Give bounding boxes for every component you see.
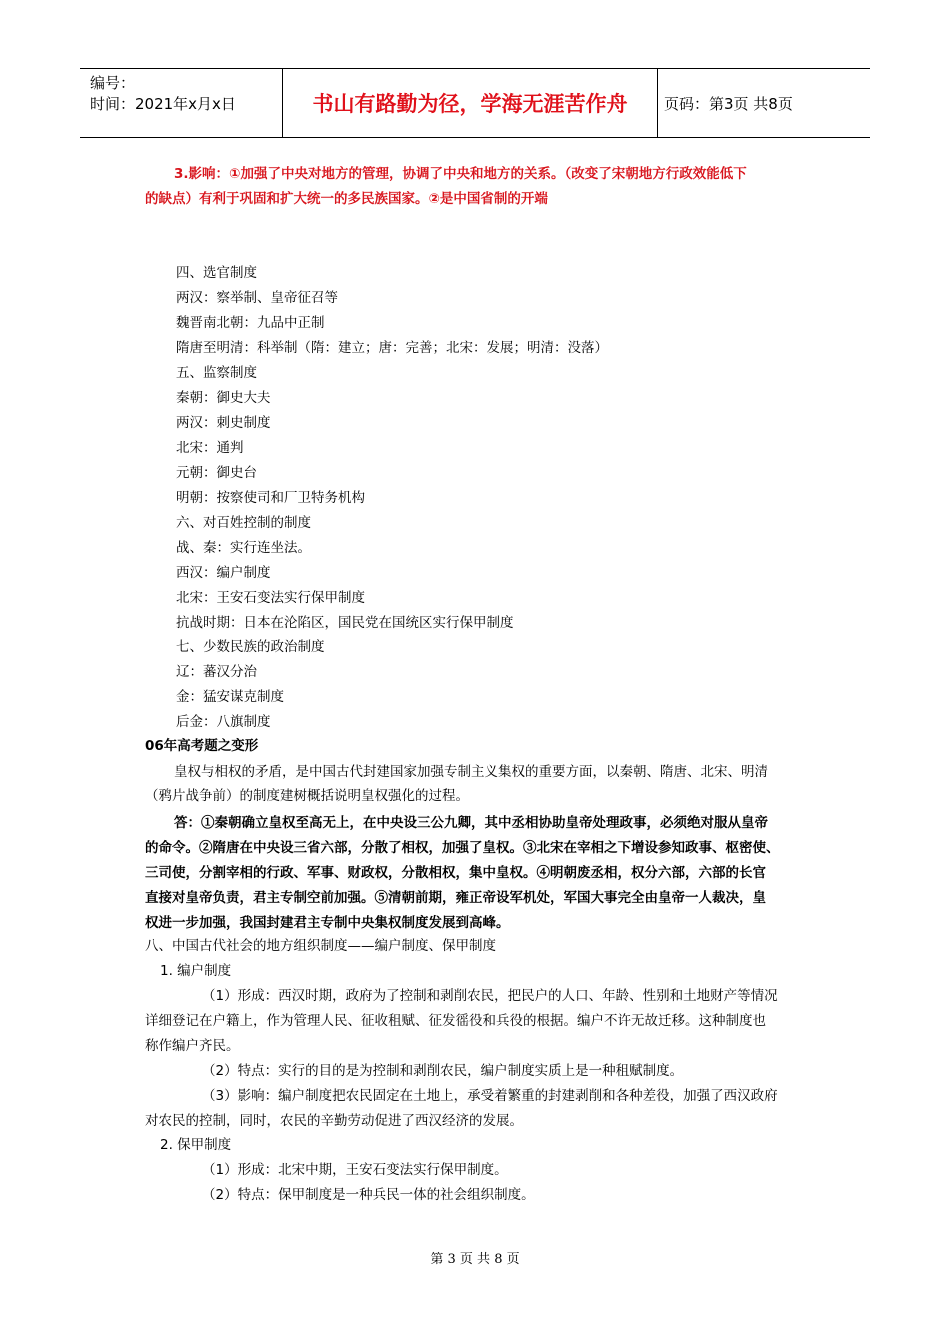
list-item: 两汉：察举制、皇帝征召等: [176, 290, 338, 306]
answer-line: 直接对皇帝负责，君主专制空前加强。⑤清朝前期，雍正帝设军机处，军国大事完全由皇帝一人裁决，皇: [145, 890, 766, 906]
list-item: 北宋：王安石变法实行保甲制度: [176, 590, 365, 606]
answer-line: 的命令。②隋唐在中央设三省六部，分散了相权，加强了皇权。③北宋在宰相之下增设参知政事、枢密使、: [145, 840, 780, 856]
page-footer: 第 3 页 共 8 页: [430, 1252, 520, 1267]
subsection-1-title: 1. 编户制度: [160, 963, 232, 979]
list-item: 五、监察制度: [176, 365, 257, 381]
time-label: 时间：2021年x月x日: [90, 95, 236, 113]
paragraph-line: （1）形成：西汉时期，政府为了控制和剥削农民，把民户的人口、年龄、性别和土地财产等情况: [202, 988, 778, 1004]
list-item: 两汉：刺史制度: [176, 415, 271, 431]
list-item: 北宋：通判: [176, 440, 244, 456]
paragraph-line: 详细登记在户籍上，作为管理人民、征收租赋、征发徭役和兵役的根据。编户不许无故迁移。这种制度也: [145, 1013, 766, 1029]
number-label: 编号：: [90, 74, 136, 92]
list-item: 秦朝：御史大夫: [176, 390, 271, 406]
list-item: 七、少数民族的政治制度: [176, 639, 325, 655]
exam-question-line: （鸦片战争前）的制度建树概括说明皇权强化的过程。: [145, 788, 469, 804]
list-item: 魏晋南北朝：九品中正制: [176, 315, 325, 331]
list-item: 隋唐至明清：科举制（隋：建立；唐：完善；北宋：发展；明清：没落）: [176, 340, 608, 356]
header-page-info: 页码：第3页 共8页: [664, 94, 793, 113]
exam-title: 06年高考题之变形: [145, 738, 259, 754]
page-header: [80, 68, 870, 138]
list-item: 金：猛安谋克制度: [176, 689, 284, 705]
list-item: 后金：八旗制度: [176, 714, 271, 730]
list-item: 明朝：按察使司和厂卫特务机构: [176, 490, 365, 506]
paragraph-line: （3）影响：编户制度把农民固定在土地上，承受着繁重的封建剥削和各种差役，加强了西汉政府: [202, 1088, 778, 1104]
exam-question-line: 皇权与相权的矛盾，是中国古代封建国家加强专制主义集权的重要方面，以秦朝、隋唐、北宋、明清: [174, 764, 768, 780]
paragraph-line: （2）特点：保甲制度是一种兵民一体的社会组织制度。: [202, 1187, 535, 1203]
list-item: 西汉：编户制度: [176, 565, 271, 581]
subsection-2-title: 2. 保甲制度: [160, 1137, 232, 1153]
paragraph-line: 对农民的控制，同时，农民的辛勤劳动促进了西汉经济的发展。: [145, 1113, 523, 1129]
paragraph-line: （2）特点：实行的目的是为控制和剥削农民，编户制度实质上是一种租赋制度。: [202, 1063, 684, 1079]
paragraph-line: 称作编户齐民。: [145, 1038, 240, 1054]
header-motto: 书山有路勤为径，学海无涯苦作舟: [283, 69, 658, 137]
answer-line: 权进一步加强，我国封建君主专制中央集权制度发展到高峰。: [145, 915, 510, 931]
list-item: 四、选官制度: [176, 265, 257, 281]
paragraph-line: （1）形成：北宋中期，王安石变法实行保甲制度。: [202, 1162, 508, 1178]
section-8-title: 八、中国古代社会的地方组织制度——编户制度、保甲制度: [145, 938, 496, 954]
list-item: 六、对百姓控制的制度: [176, 515, 311, 531]
list-item: 战、秦：实行连坐法。: [176, 540, 311, 556]
influence-line-2: 的缺点）有利于巩固和扩大统一的多民族国家。②是中国省制的开端: [145, 191, 548, 207]
list-item: 元朝：御史台: [176, 465, 257, 481]
answer-line: 答：①秦朝确立皇权至高无上，在中央设三公九卿，其中丞相协助皇帝处理政事，必须绝对服从皇帝: [174, 815, 768, 831]
list-item: 辽：蕃汉分治: [176, 664, 257, 680]
header-meta: [80, 69, 283, 137]
influence-line-1: 3.影响：①加强了中央对地方的管理，协调了中央和地方的关系。（改变了宋朝地方行政效能低下: [174, 166, 747, 182]
answer-line: 三司使，分割宰相的行政、军事、财政权，分散相权，集中皇权。④明朝废丞相，权分六部，六部的长官: [145, 865, 766, 881]
list-item: 抗战时期：日本在沦陷区，国民党在国统区实行保甲制度: [176, 615, 514, 631]
